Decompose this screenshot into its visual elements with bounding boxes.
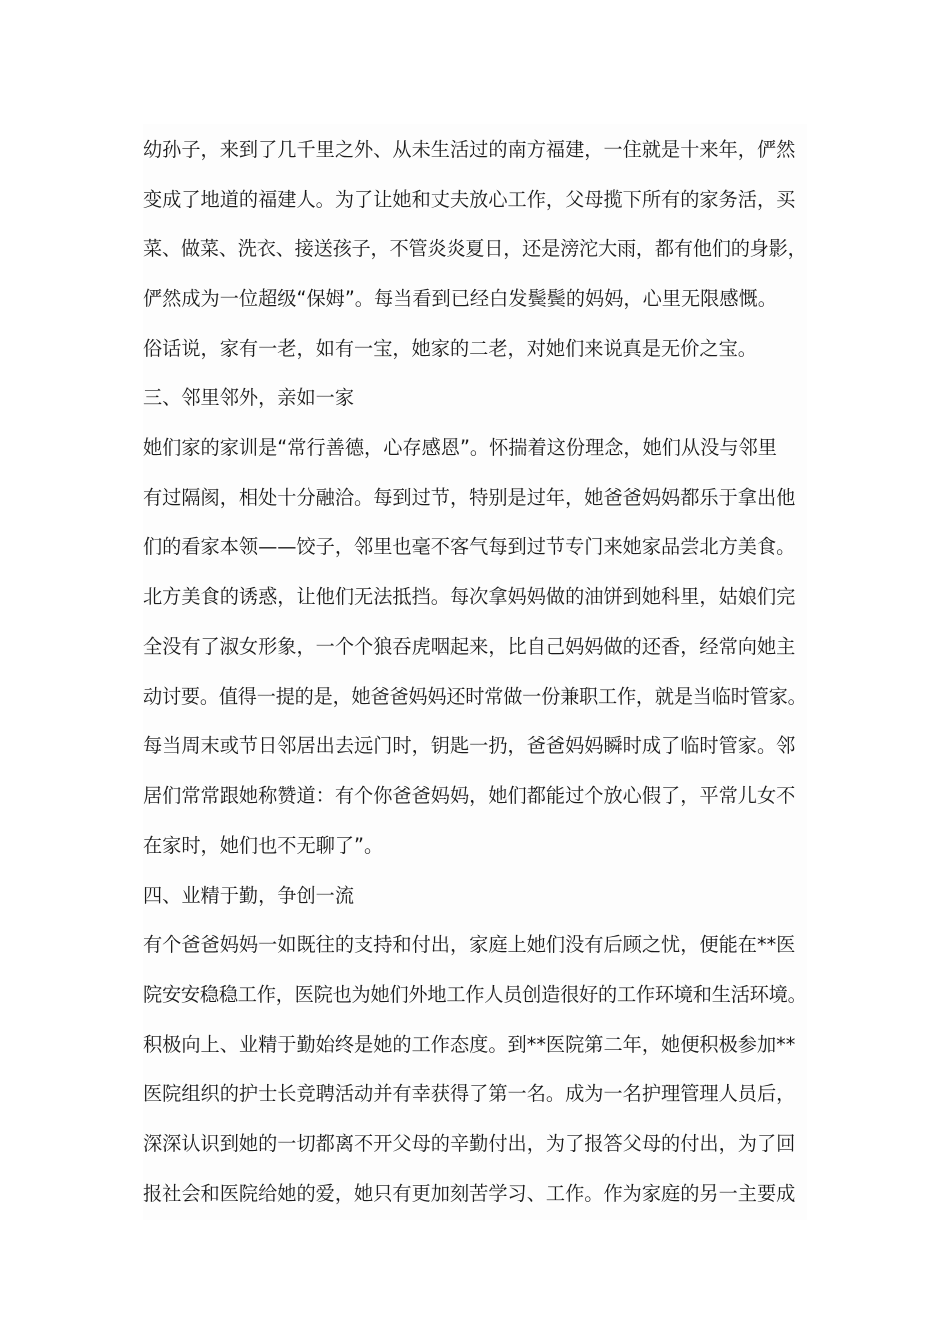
text-line: 有个爸爸妈妈一如既往的支持和付出，家庭上她们没有后顾之忧，便能在**医	[143, 933, 796, 956]
text-line: 积极向上、业精于勤始终是她的工作态度。到**医院第二年，她便积极参加**	[143, 1033, 796, 1056]
text-line: 幼孙子，来到了几千里之外、从未生活过的南方福建，一住就是十来年，俨然	[143, 138, 796, 161]
section-heading: 四、业精于勤，争创一流	[143, 884, 355, 907]
text-line: 北方美食的诱惑，让他们无法抵挡。每次拿妈妈做的油饼到她科里，姑娘们完	[143, 585, 796, 608]
text-line: 变成了地道的福建人。为了让她和丈夫放心工作，父母揽下所有的家务活，买	[143, 188, 796, 211]
section-heading: 三、邻里邻外，亲如一家	[143, 386, 355, 409]
text-line: 她们家的家训是“常行善德，心存感恩”。怀揣着这份理念，她们从没与邻里	[143, 436, 777, 459]
text-line: 院安安稳稳工作，医院也为她们外地工作人员创造很好的工作环境和生活环境。	[143, 983, 807, 1006]
text-line: 菜、做菜、洗衣、接送孩子，不管炎炎夏日，还是滂沱大雨，都有他们的身影，	[143, 237, 807, 260]
text-line: 在家时，她们也不无聊了”。	[143, 834, 384, 857]
text-line: 动讨要。值得一提的是，她爸爸妈妈还时常做一份兼职工作，就是当临时管家。	[143, 685, 807, 708]
text-line: 俗话说，家有一老，如有一宝，她家的二老，对她们来说真是无价之宝。	[143, 337, 757, 360]
text-line: 深深认识到她的一切都离不开父母的辛勤付出，为了报答父母的付出，为了回	[143, 1132, 796, 1155]
text-line: 居们常常跟她称赞道：有个你爸爸妈妈，她们都能过个放心假了，平常儿女不	[143, 784, 796, 807]
text-line: 有过隔阂，相处十分融洽。每到过节，特别是过年，她爸爸妈妈都乐于拿出他	[143, 486, 796, 509]
text-line: 全没有了淑女形象，一个个狼吞虎咽起来，比自己妈妈做的还香，经常向她主	[143, 635, 796, 658]
text-line: 每当周末或节日邻居出去远门时，钥匙一扔，爸爸妈妈瞬时成了临时管家。邻	[143, 734, 796, 757]
text-line: 医院组织的护士长竞聘活动并有幸获得了第一名。成为一名护理管理人员后，	[143, 1082, 796, 1105]
text-line: 俨然成为一位超级“保姆”。每当看到已经白发鬓鬓的妈妈，心里无限感慨。	[143, 287, 777, 310]
text-line: 报社会和医院给她的爱，她只有更加刻苦学习、工作。作为家庭的另一主要成	[143, 1182, 796, 1205]
text-body	[143, 124, 807, 1220]
text-line: 们的看家本领——饺子，邻里也毫不客气每到过节专门来她家品尝北方美食。	[143, 535, 796, 558]
